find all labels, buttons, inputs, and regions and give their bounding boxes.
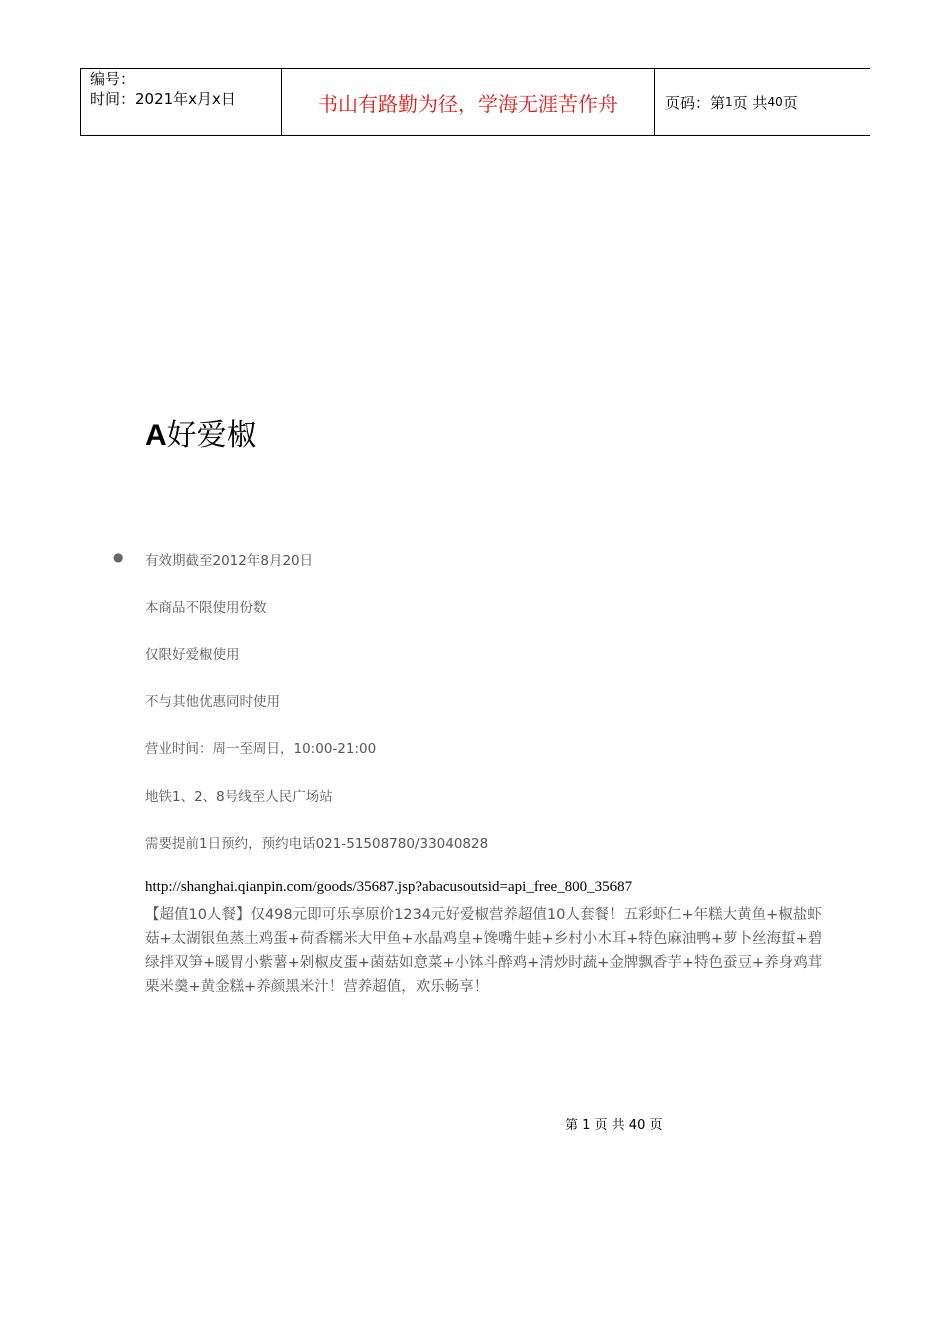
info-item-quantity: 本商品不限使用份数 <box>145 600 267 616</box>
header-motto-cell <box>282 69 655 135</box>
page-footer: 第 1 页 共 40 页 <box>565 1118 663 1133</box>
page-label-prefix: 页码：第 <box>665 93 726 112</box>
header-meta-cell <box>81 69 282 135</box>
title-text: 好爱椒 <box>166 418 257 453</box>
info-item-hours: 营业时间：周一至周日，10:00-21:00 <box>145 741 377 757</box>
header-table <box>80 68 870 136</box>
page-label-mid: 页 共 <box>732 93 768 112</box>
header-page-cell <box>655 69 870 135</box>
bullet-dot-icon: ● <box>113 550 124 564</box>
document-time-label: 时间：2021年x月x日 <box>90 90 236 108</box>
title-letter: A <box>145 419 167 452</box>
info-item-subway: 地铁1、2、8号线至人民广场站 <box>145 789 333 805</box>
info-item-restriction: 仅限好爱椒使用 <box>145 647 240 663</box>
header-motto: 书山有路勤为径，学海无涯苦作舟 <box>318 91 618 116</box>
document-title <box>145 410 257 454</box>
deal-description: 【超值10人餐】仅498元即可乐享原价1234元好爱椒营养超值10人套餐！五彩虾仁+年糕大黄鱼+椒盐虾菇+太湖银鱼蒸土鸡蛋+荷香糯米大甲鱼+水晶鸡皇+馋嘴牛蛙+乡村小木耳+特色麻油鸭+萝卜丝海蜇+碧绿拌双笋+暖胃小紫薯+剁椒皮蛋+菌菇如意菜+小钵斗醉鸡+清炒时蔬+金牌飘香芋+特色蚕豆+养身鸡茸栗米羹+黄金糕+养颜黑米汁！营养超值，欢乐畅享！ <box>145 907 823 995</box>
info-item-no-combine: 不与其他优惠同时使用 <box>145 694 280 710</box>
info-item-reservation: 需要提前1日预约，预约电话021-51508780/33040828 <box>145 836 489 852</box>
page-number: 1 <box>725 95 733 109</box>
document-number-label: 编号： <box>90 70 136 88</box>
page-total: 40 <box>767 95 783 109</box>
source-url[interactable]: http://shanghai.qianpin.com/goods/35687.jsp?abacusoutsid=api_free_800_35687 <box>145 879 633 895</box>
page-label-suffix: 页 <box>782 93 798 112</box>
info-item-validity: 有效期截至2012年8月20日 <box>145 553 314 569</box>
